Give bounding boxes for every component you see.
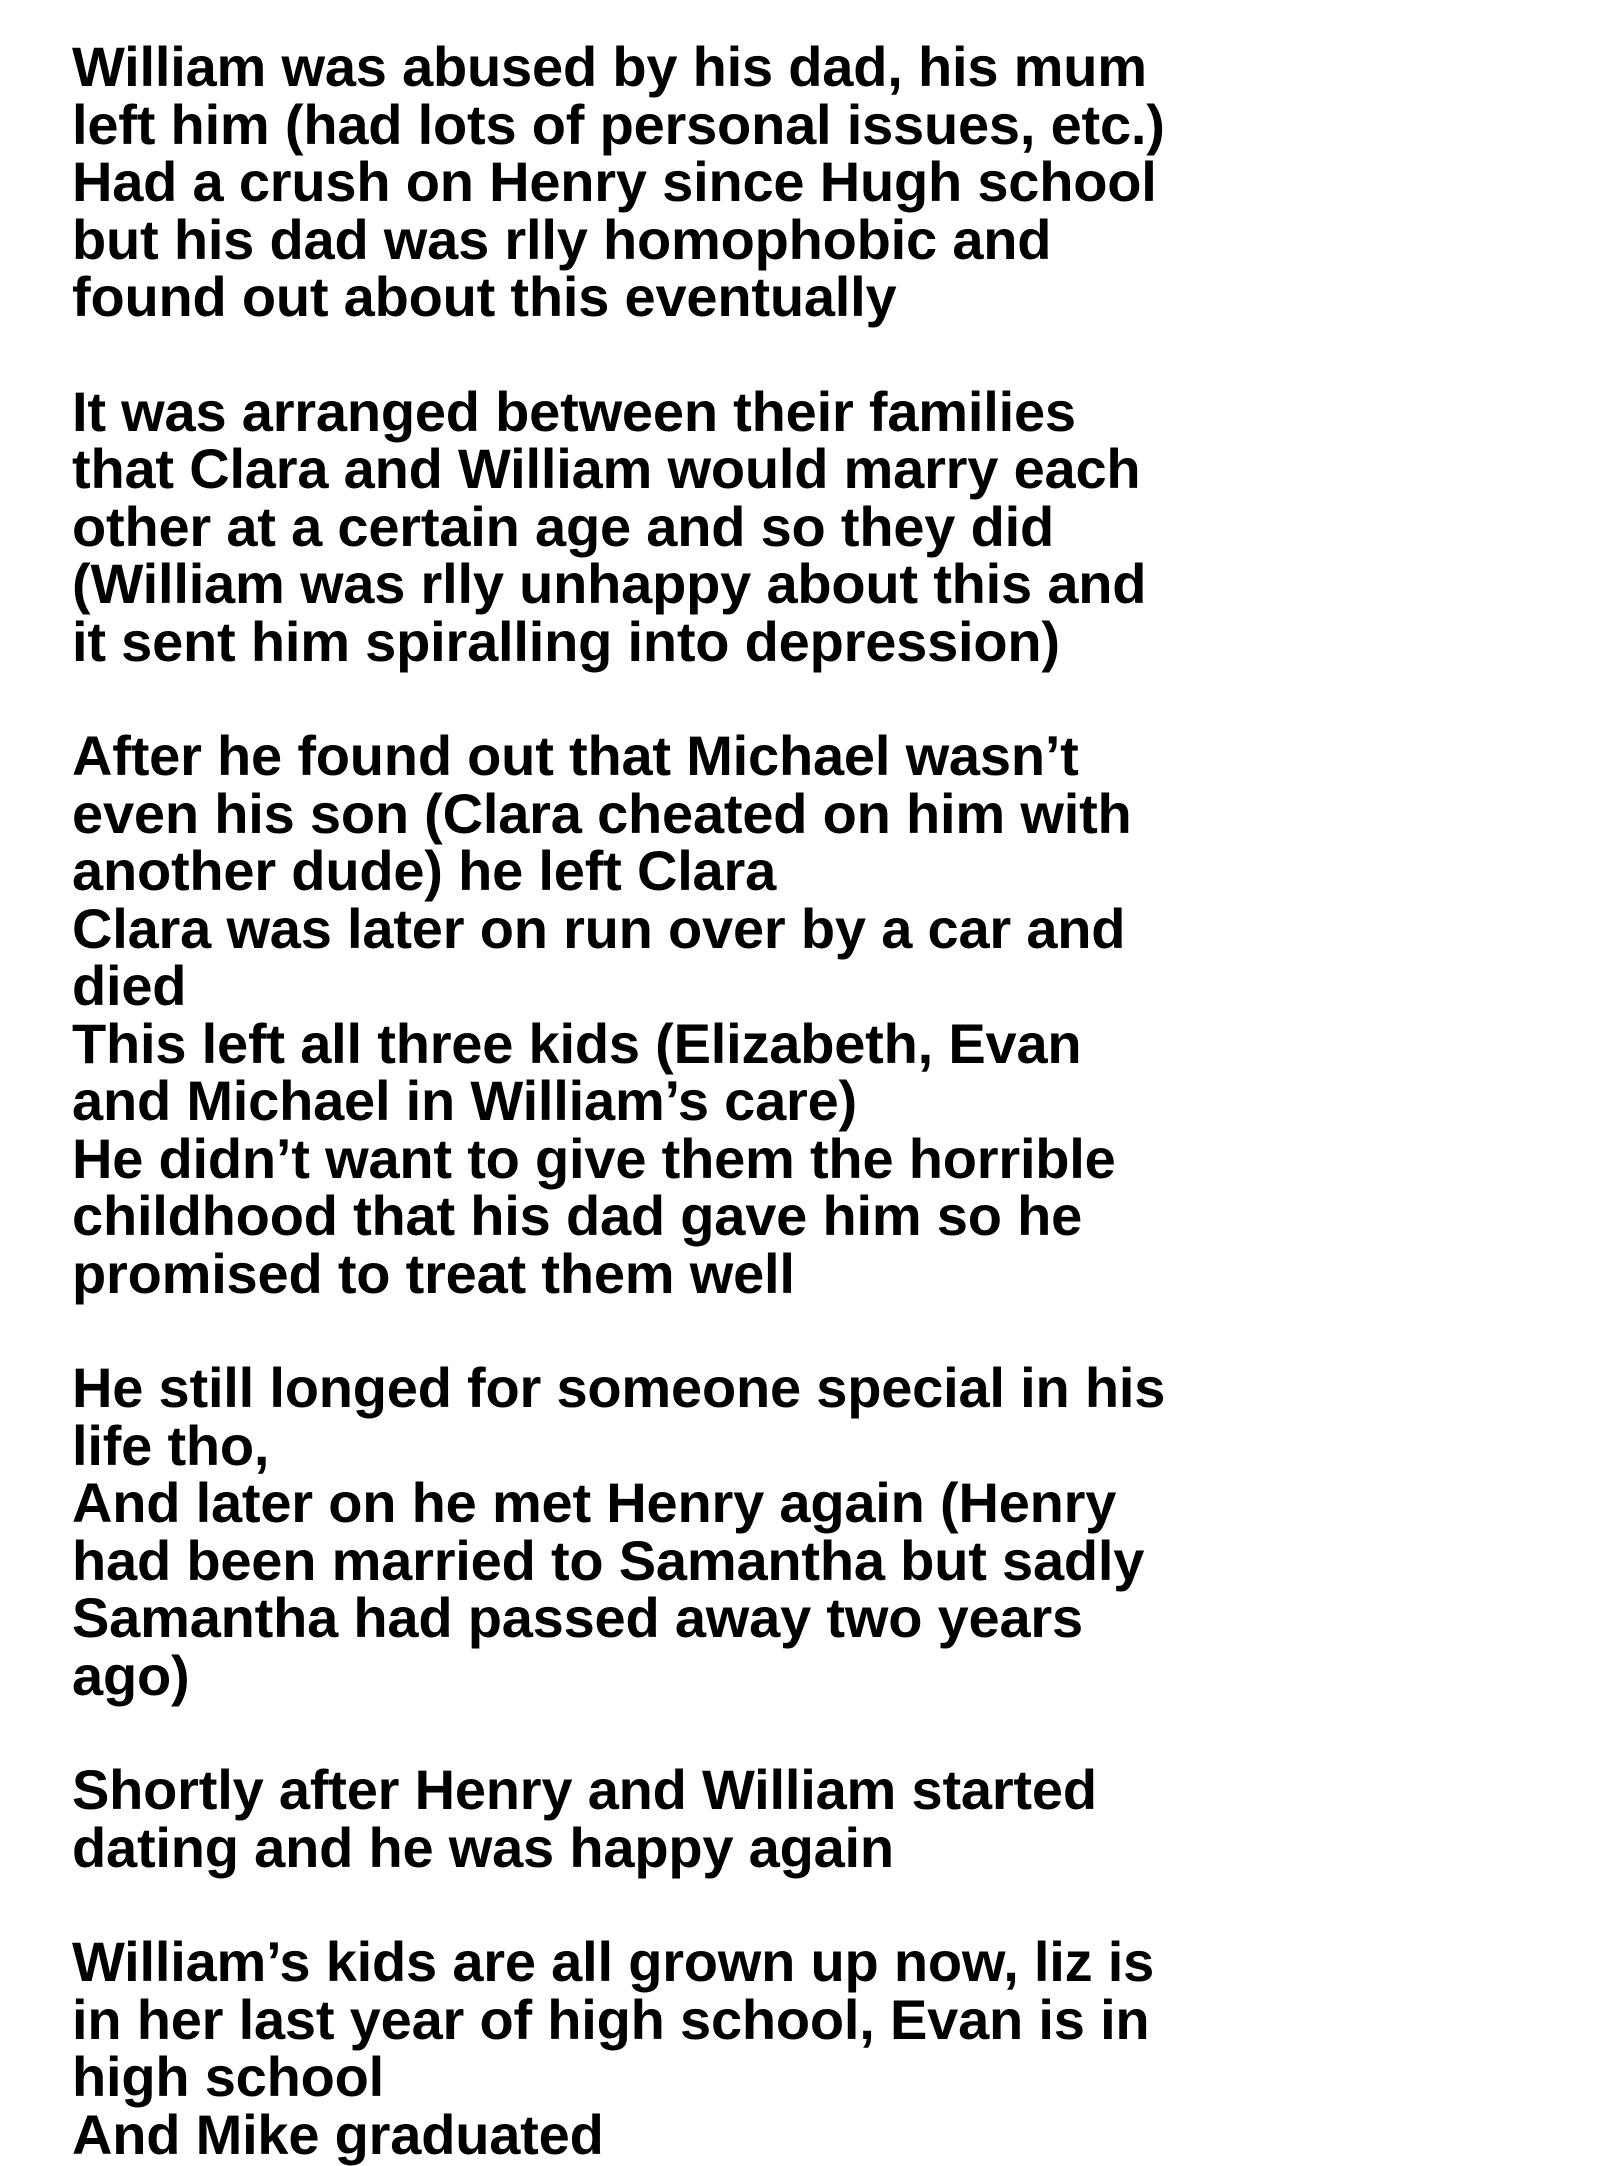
text-line: promised to treat them well bbox=[72, 1241, 795, 1305]
text-line: even his son (Clara cheated on him with bbox=[72, 781, 1132, 845]
text-line: dating and he was happy again bbox=[72, 1815, 894, 1879]
text-line: He still longed for someone special in his bbox=[72, 1356, 1166, 1419]
paragraph-dating bbox=[72, 1758, 1592, 1879]
text-line: After he found out that Michael wasn’t bbox=[72, 724, 1079, 787]
text-line: other at a certain age and so they did bbox=[72, 494, 1054, 558]
text-line: Had a crush on Henry since Hugh school bbox=[72, 150, 1157, 213]
text-line: He didn’t want to give them the horrible bbox=[72, 1126, 1116, 1190]
text-line: high school bbox=[72, 2045, 385, 2108]
text-line: another dude) he left Clara bbox=[72, 839, 777, 902]
text-line: found out about this eventually bbox=[72, 265, 897, 328]
text-line: ago) bbox=[72, 1643, 190, 1707]
text-line: Samantha had passed away two years bbox=[72, 1586, 1083, 1649]
paragraph-after-clara bbox=[72, 724, 1592, 1305]
paragraph-backstory bbox=[72, 35, 1592, 328]
text-line: William was abused by his dad, his mum bbox=[72, 35, 1147, 98]
text-line: (William was rlly unhappy about this and bbox=[72, 552, 1147, 615]
text-line: childhood that his dad gave him so he bbox=[72, 1184, 1083, 1247]
text-line: It was arranged between their families bbox=[72, 379, 1076, 443]
text-line: but his dad was rlly homophobic and bbox=[72, 207, 1052, 271]
text-line: that Clara and William would marry each bbox=[72, 437, 1141, 500]
text-line: Clara was later on run over by a car and bbox=[72, 896, 1126, 960]
text-line: William’s kids are all grown up now, liz is bbox=[72, 1930, 1155, 1993]
text-line: in her last year of high school, Evan is in bbox=[72, 1987, 1150, 2051]
text-line: and Michael in William’s care) bbox=[72, 1069, 858, 1132]
text-line: life tho, bbox=[72, 1413, 270, 1477]
text-line: This left all three kids (Elizabeth, Evan bbox=[72, 1011, 1082, 1075]
text-line: it sent him spiralling into depression) bbox=[72, 609, 1060, 673]
text-line: had been married to Samantha but sadly bbox=[72, 1528, 1145, 1592]
paragraph-met-henry bbox=[72, 1356, 1592, 1707]
text-line: Shortly after Henry and William started bbox=[72, 1758, 1097, 1821]
note-text-body bbox=[72, 35, 1592, 2166]
text-line: left him (had lots of personal issues, etc.) bbox=[72, 92, 1165, 156]
paragraph-kids-now bbox=[72, 1930, 1592, 2166]
text-line: died bbox=[72, 954, 187, 1017]
text-line: And Mike graduated bbox=[72, 2102, 604, 2166]
paragraph-arranged-marriage bbox=[72, 379, 1592, 673]
text-line: And later on he met Henry again (Henry bbox=[72, 1471, 1117, 1534]
